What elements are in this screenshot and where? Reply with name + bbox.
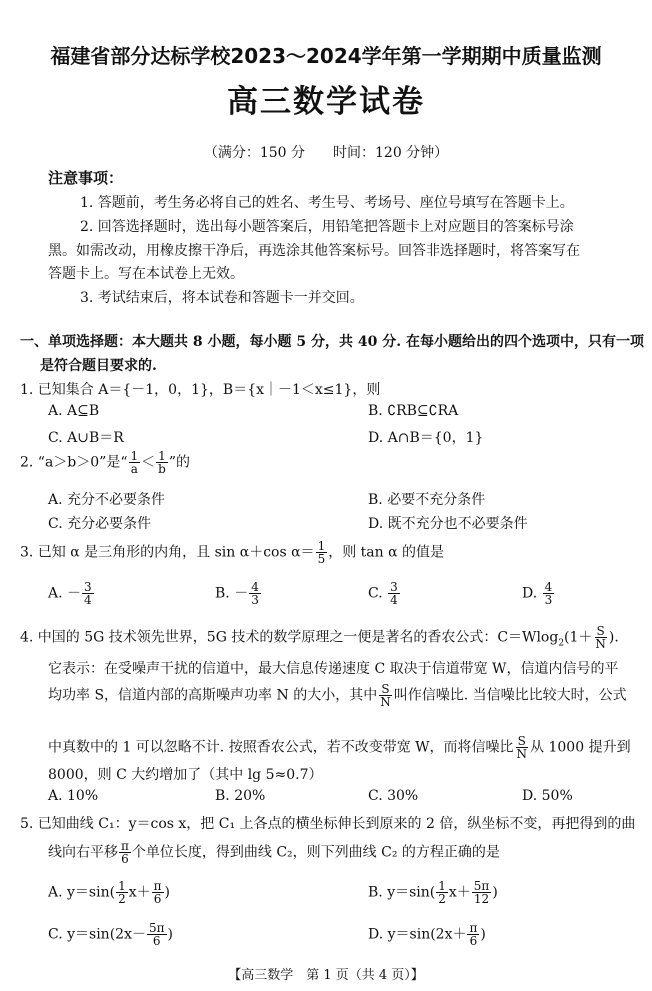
notice-item-2-line-1: 2. 回答选择题时，选出每小题答案后，用铅笔把答题卡上对应题目的答案标号涂	[80, 219, 574, 235]
q5-option-d: D. y＝sin(2x＋ $\frac{\pi}{6}$ )	[368, 921, 486, 948]
q1-option-b: B. ∁RB⊆∁RA	[368, 403, 459, 419]
q1-stem: 1. 已知集合 A＝{－1，0，1}，B＝{x｜－1＜x≤1}，则	[20, 382, 381, 398]
q4-line-4: 中真数中的 1 可以忽略不计. 按照香农公式，若不改变带宽 W，而将信噪比 $\frac{S}{N}$ 从 1000 提升到	[48, 734, 631, 761]
notice-item-1: 1. 答题前，考生务必将自己的姓名、考生号、考场号、座位号填写在答题卡上。	[80, 195, 574, 211]
q2-lt: ＜	[141, 454, 156, 471]
q3-option-a: A. － $\frac{3}{4}$	[48, 580, 92, 607]
q2-option-c: C. 充分必要条件	[48, 516, 152, 532]
q3-option-c: C. $\frac{3}{4}$	[368, 580, 398, 607]
q4-option-c: C. 30%	[368, 788, 419, 804]
q4-snr-fraction-3: $\frac{S}{N}$	[516, 734, 528, 761]
q2-option-b: B. 必要不充分条件	[368, 492, 486, 508]
q5-option-b: B. y＝sin( $\frac{1}{2}$ x＋ $\frac{5\pi}{12}$ )	[368, 879, 498, 906]
q4-option-a: A. 10%	[48, 788, 99, 804]
notice-heading: 注意事项：	[48, 169, 124, 187]
q3-option-d: D. $\frac{4}{3}$	[522, 580, 553, 607]
q2-fraction-1: $\frac{1}{a}$	[130, 449, 139, 476]
q4-line-5: 8000，则 C 大约增加了（其中 lg 5≈0.7）	[48, 767, 323, 783]
q2-stem-post: ”的	[168, 454, 190, 471]
q1-option-d: D. A∩B＝{0，1}	[368, 430, 484, 446]
q3-option-b: B. － $\frac{4}{3}$	[215, 580, 259, 607]
section-heading-line-1: 一、单项选择题：本大题共 8 小题，每小题 5 分，共 40 分. 在每小题给出的四个选项中，只有一项	[20, 334, 644, 350]
exam-title: 福建省部分达标学校2023～2024学年第一学期期中质量监测	[50, 44, 602, 68]
q4-line-1: 4. 中国的 5G 技术领先世界，5G 技术的数学原理之一便是著名的香农公式：C＝Wlog$_2$(1＋ $\frac{S}{N}$ ).	[20, 624, 619, 651]
q2-stem	[20, 450, 190, 475]
q2-option-a: A. 充分不必要条件	[48, 492, 166, 508]
notice-item-2-line-2: 黑。如需改动，用橡皮擦干净后，再选涂其他答案标号。回答非选择题时，将答案写在	[48, 243, 580, 259]
notice-item-2-line-3: 答题卡上。写在本试卷上无效。	[48, 266, 244, 282]
q2-option-d: D. 既不充分也不必要条件	[368, 516, 528, 532]
q4-snr-fraction-2: $\frac{S}{N}$	[380, 682, 391, 709]
q2-stem-pre: 2. “a＞b＞0”是“	[20, 454, 128, 471]
q4-snr-fraction-1: $\frac{S}{N}$	[595, 624, 606, 651]
page-footer: 【高三数学 第 1 页（共 4 页）】	[228, 968, 424, 983]
q4-line-3: 均功率 S，信道内部的高斯噪声功率 N 的大小，其中 $\frac{S}{N}$ 叫作信噪比. 当信噪比比较大时，公式	[48, 682, 627, 709]
q4-option-b: B. 20%	[215, 788, 266, 804]
q4-option-d: D. 50%	[522, 788, 573, 804]
q5-line-2: 线向右平移 $\frac{\pi}{6}$ 个单位长度，得到曲线 C₂，则下列曲线 C₂ 的方程正确的是	[48, 839, 500, 866]
q3-stem: 3. 已知 α 是三角形的内角，且 sin α＋cos α＝ $\frac{1}{5}$ ，则 tan α 的值是	[20, 539, 444, 566]
q2-fraction-2: $\frac{1}{b}$	[158, 449, 166, 476]
q5-line-1: 5. 已知曲线 C₁：y＝cos x，把 C₁ 上各点的横坐标伸长到原来的 2 倍，纵坐标不变，再把得到的曲	[20, 816, 636, 832]
notice-item-3: 3. 考试结束后，将本试卷和答题卡一并交回。	[80, 290, 364, 306]
exam-meta: （满分：150 分 时间：120 分钟）	[203, 145, 449, 161]
q5-option-c: C. y＝sin(2x－ $\frac{5\pi}{6}$ )	[48, 921, 173, 948]
q1-option-a: A. A⊆B	[48, 403, 100, 419]
subject-title: 高三数学试卷	[227, 84, 425, 120]
q5-option-a: A. y＝sin( $\frac{1}{2}$ x＋ $\frac{\pi}{6}$ )	[48, 879, 170, 906]
q1-option-c: C. A∪B＝R	[48, 430, 124, 446]
q4-line-2: 它表示：在受噪声干扰的信道中，最大信息传递速度 C 取决于信道带宽 W，信道内信号的平	[48, 661, 619, 677]
section-heading-line-2: 是符合题目要求的.	[40, 358, 157, 374]
q3-fraction: $\frac{1}{5}$	[317, 539, 326, 566]
